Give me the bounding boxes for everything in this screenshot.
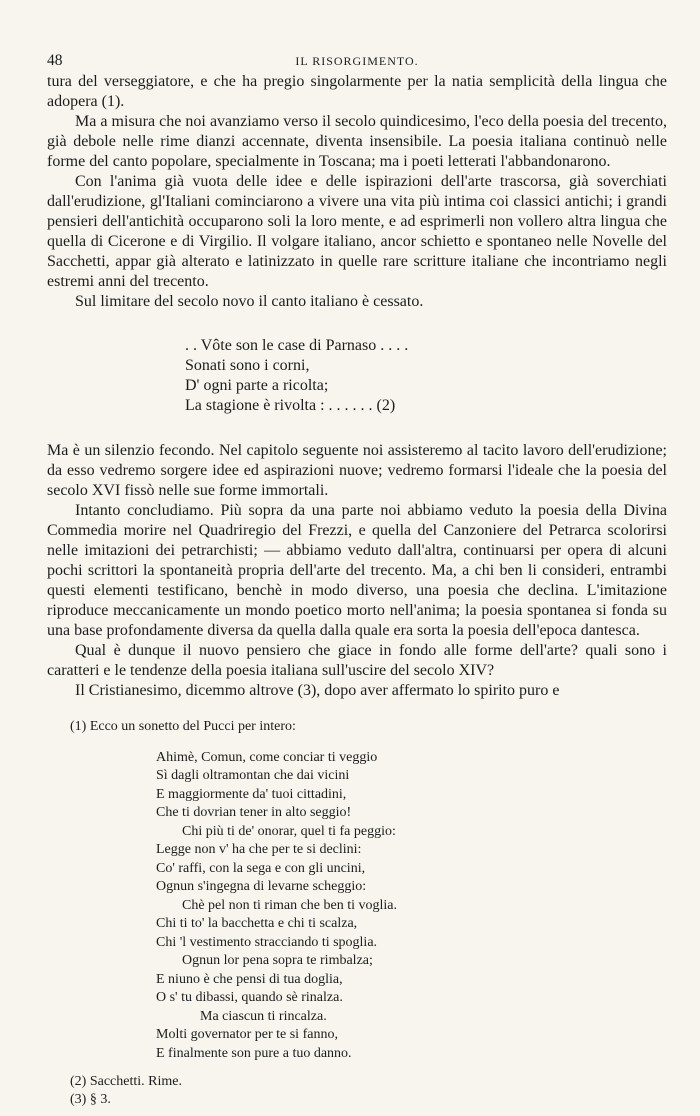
footnote-list: [70, 1073, 630, 1109]
sonnet-line: Ognun s'ingegna di levarne scheggio:: [156, 879, 367, 894]
page-header: [47, 52, 667, 72]
sonnet-line: Ahimè, Comun, come conciar ti veggio: [156, 749, 378, 765]
paragraph: Intanto concludiamo. Più sopra da una parte noi abbiamo veduto la poesia della Divina Commedia morire nel Quadriregio del Frezzi, e quella del Canzoniere del Petrarca scolorirsi nelle imitazioni dei petrarchisti; — abbiamo veduto dall'altra, continuarsi per opera di alcuni pochi scrittori la spontaneità propria dell'arte del trecento. Ma, a chi ben li consideri, entrambi questi elementi testificano, benchè in modo diverso, una poesia che declina. L'imitazione riproduce meccanicamente un mondo poetico morto nell'anima; la poesia spontanea si fonda su una base profondamente diversa da quella dalla quale era sorta la poesia dell'epoca dantesca.: [47, 502, 667, 639]
page-number: 48: [47, 52, 63, 69]
sonnet-line: E maggiormente da' tuoi cittadini,: [156, 786, 347, 802]
sonnet-line: Chi ti to' la bacchetta e chi ti scalza,: [156, 916, 358, 931]
paragraph: Il Cristianesimo, dicemmo altrove (3), dopo aver affermato lo spirito puro e: [75, 682, 560, 699]
footnote-1-intro: (1) Ecco un sonetto del Pucci per intero:: [70, 719, 296, 734]
sonnet-line: Chè pel non ti riman che ben ti voglia.: [182, 897, 398, 913]
verse-line: La stagione è rivolta : . . . . . . (2): [185, 397, 396, 414]
footnote-3: (3) § 3.: [70, 1092, 111, 1107]
sonnet-line: O s' tu dibassi, quando sè rinalza.: [156, 990, 343, 1005]
verse-line: D' ogni parte a ricolta;: [185, 377, 329, 394]
paragraph: tura del verseggiatore, e che ha pregio singolarmente per la natia semplicità della lingua che adopera (1).: [47, 73, 667, 110]
sonnet-line: Molti governator per te si fanno,: [156, 1027, 338, 1042]
sonnet-line: Co' raffi, con la sega e con gli uncini,: [156, 860, 366, 876]
sonnet-line: Chi 'l vestimento stracciando ti spoglia.: [156, 934, 378, 950]
paragraph: Ma è un silenzio fecondo. Nel capitolo seguente noi assisteremo al tacito lavoro dell'erudizione; da esso vedremo sorgere idee ed aspirazioni nuove; vedremo formarsi l'ideale che la poesia del secolo XVI fissò nelle sue forme immortali.: [47, 442, 667, 499]
paragraph: Qual è dunque il nuovo pensiero che giace in fondo alle forme dell'arte? quali sono i caratteri e le tendenze della poesia italiana sull'uscire del secolo XIV?: [47, 642, 667, 679]
sonnet-line: E finalmente son pure a tuo danno.: [156, 1045, 352, 1061]
sonnet-line: Ma ciascun ti rincalza.: [200, 1008, 327, 1024]
sonnet-line: E niuno è che pensi di tua doglia,: [156, 971, 343, 987]
paragraph: Ma a misura che noi avanziamo verso il secolo quindicesimo, l'eco della poesia del trecento, già debole nelle rime dianzi accennate, diventa insensibile. La poesia italiana continuò nelle forme del canto popolare, specialmente in Toscana; ma i poeti letterati l'abbandonarono.: [47, 113, 667, 170]
paragraph: Con l'anima già vuota delle idee e delle ispirazioni dell'arte trascorsa, già soverchiati dall'erudizione, gl'Italiani cominciarono a vivere una vita più intima coi classici antichi; i grandi pensieri dell'antichità occuparono soli la loro mente, e ad esprimerli non vollero altra lingua che quella di Cicerone e di Virgilio. Il volgare italiano, ancor schietto e spontaneo nelle Novelle del Sacchetti, appar già alterato e latinizzato in quelle rare scritture italiane che incontriamo negli estremi anni del trecento.: [47, 173, 667, 290]
sonnet-line: Legge non v' ha che per te si declini:: [156, 842, 362, 857]
sonnet-line: Sì dagli oltramontan che dai vicini: [156, 768, 350, 783]
sonnet-line: Che ti dovrian tener in alto seggio!: [156, 805, 352, 820]
running-title: IL RISORGIMENTO.: [295, 54, 419, 68]
verse-line: Sonati sono i corni,: [185, 357, 310, 374]
footnotes: [70, 718, 630, 1109]
verse-quote: [185, 336, 667, 416]
paragraph: Sul limitare del secolo novo il canto italiano è cessato.: [75, 293, 424, 310]
main-text: [47, 72, 667, 701]
verse-line: . . Vôte son le case di Parnaso . . . .: [185, 337, 409, 354]
sonnet-line: Chi più ti de' onorar, quel ti fa peggio:: [182, 823, 396, 839]
footnote-2: (2) Sacchetti. Rime.: [70, 1074, 182, 1089]
sonnet: [156, 749, 630, 1064]
sonnet-line: Ognun lor pena sopra te rimbalza;: [182, 953, 373, 968]
